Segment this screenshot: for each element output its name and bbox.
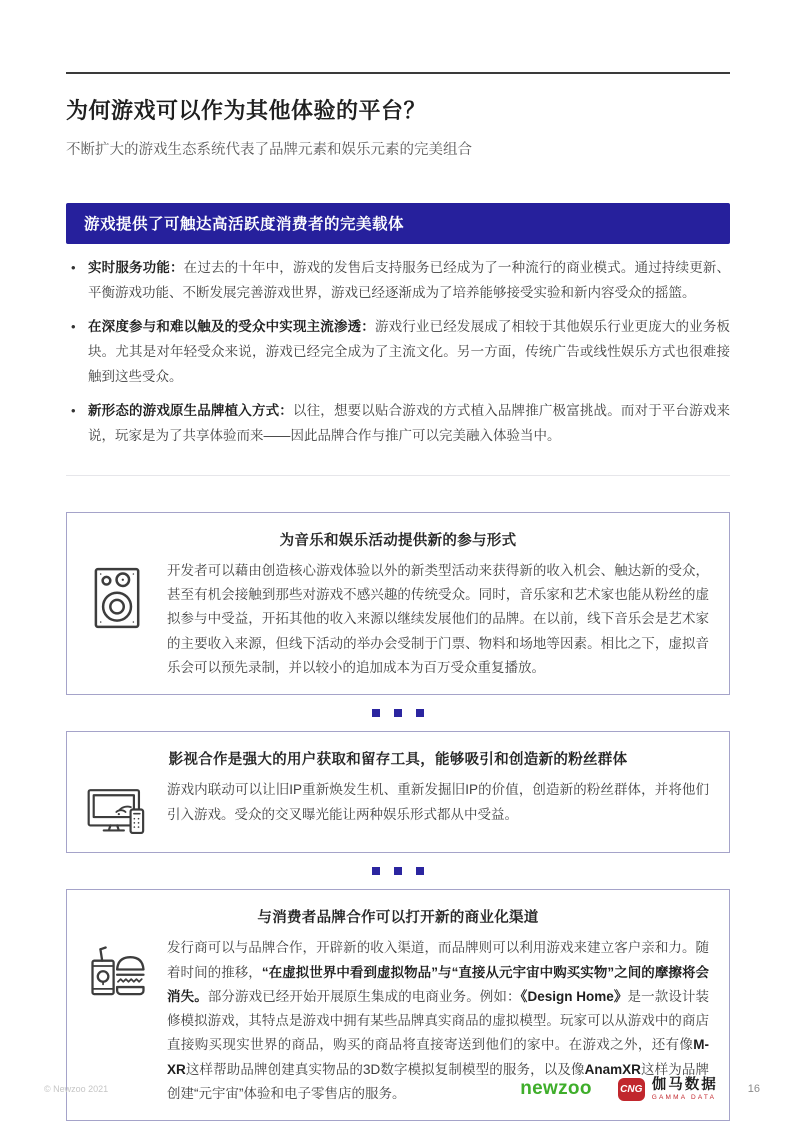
gamma-data-name-en: GAMMA DATA <box>651 1093 717 1101</box>
speaker-icon <box>87 559 149 629</box>
section-banner <box>66 203 730 244</box>
section-divider <box>66 475 730 476</box>
page-title: 为何游戏可以作为其他体验的平台？ <box>66 98 427 123</box>
list-item <box>66 315 730 390</box>
key-points-list <box>66 256 730 449</box>
card-film-tv <box>66 731 730 853</box>
top-divider <box>66 72 730 74</box>
copyright-text: © Newzoo 2021 <box>44 1084 109 1095</box>
section-separator-dots <box>66 709 730 717</box>
page-footer <box>0 1078 796 1102</box>
card-body: 发行商可以与品牌合作，开辟新的收入渠道，而品牌则可以利用游戏来建立客户亲和力。随着时间的推移，“在虚拟世界中看到虚拟物品”与“直接从元宇宙中购买实物”之间的摩擦将会消失。部分游戏已经开始开展原生集成的电商业务。例如：《Design Home》是一款设计装修模拟游戏，其特点是游戏中拥有某些品牌真实商品的虚拟模型。玩家可以从游戏中的商店直接购买现实世界的商品，购买的商品将直接寄送到他们的家中。在游戏之外，还有像M-XR这样帮助品牌创建真实物品的3D数字模拟复制模型的服务，以及像AnamXR这样为品牌创建“元宇宙”体验和电子零售店的服务。 <box>167 940 710 1102</box>
card-title: 为音乐和娱乐活动提供新的参与形式 <box>279 532 517 549</box>
dot-icon <box>372 709 380 717</box>
card-music-events <box>66 512 730 695</box>
page-number: 16 <box>747 1083 760 1096</box>
bullet-lead: 在深度参与和难以触及的受众中实现主流渗透： <box>88 318 375 334</box>
bullet-lead: 新形态的游戏原生品牌植入方式： <box>88 402 293 418</box>
tv-remote-icon <box>87 778 149 838</box>
list-item <box>66 399 730 449</box>
dot-icon <box>416 867 424 875</box>
cng-badge-icon: CNG <box>618 1078 645 1101</box>
dot-icon <box>416 709 424 717</box>
list-item <box>66 256 730 306</box>
bullet-text: 游戏行业已经发展成了相较于其他娱乐行业更庞大的业务板块。尤其是对年轻受众来说，游戏已经完全成为了主流文化。另一方面，传统广告或线性娱乐方式也很难接触到这些受众。 <box>88 318 731 384</box>
bullet-text: 以往，想要以贴合游戏的方式植入品牌推广极富挑战。而对于平台游戏来说，玩家是为了共享体验而来——因此品牌合作与推广可以完美融入体验当中。 <box>88 402 731 443</box>
page-subtitle: 不断扩大的游戏生态系统代表了品牌元素和娱乐元素的完美组合 <box>66 142 472 158</box>
gamma-data-logo <box>618 1078 718 1102</box>
bullet-lead: 实时服务功能： <box>88 260 184 275</box>
bullet-dot-icon: • <box>71 318 76 334</box>
dot-icon <box>372 867 380 875</box>
fastfood-icon <box>87 936 149 1002</box>
dot-icon <box>394 867 402 875</box>
card-title: 影视合作是强大的用户获取和留存工具，能够吸引和创造新的粉丝群体 <box>168 752 628 769</box>
gamma-data-name-cn: 伽马数据 <box>651 1076 718 1093</box>
section-separator-dots <box>66 867 730 875</box>
dot-icon <box>394 709 402 717</box>
bullet-dot-icon: • <box>71 402 76 418</box>
banner-text: 游戏提供了可触达高活跃度消费者的完美载体 <box>84 216 405 233</box>
newzoo-logo: newzoo <box>520 1078 592 1100</box>
card-body: 开发者可以藉由创造核心游戏体验以外的新类型活动来获得新的收入机会、触达新的受众，甚至有机会接触到那些对游戏不感兴趣的传统受众。同时，音乐家和艺术家也能从粉丝的虚拟参与中受益，开拓其他的收入来源以继续发展他们的品牌。在以前，线下音乐会是艺术家的主要收入来源，但线下活动的举办会受制于门票、物料和场地等因素。相比之下，虚拟音乐会可以预先录制，并以较小的追加成本为百万受众重复播放。 <box>167 562 709 675</box>
card-title: 与消费者品牌合作可以打开新的商业化渠道 <box>257 910 539 927</box>
bullet-text: 在过去的十年中，游戏的发售后支持服务已经成为了一种流行的商业模式。通过持续更新、平衡游戏功能、不断发展完善游戏世界，游戏已经逐渐成为了培养能够接受实验和新内容受众的摇篮。 <box>88 260 731 300</box>
card-body: 游戏内联动可以让旧IP重新焕发生机、重新发掘旧IP的价值，创造新的粉丝群体，并将他们引入游戏。受众的交叉曝光能让两种娱乐形式都从中受益。 <box>167 782 709 822</box>
bullet-dot-icon: • <box>71 260 76 275</box>
